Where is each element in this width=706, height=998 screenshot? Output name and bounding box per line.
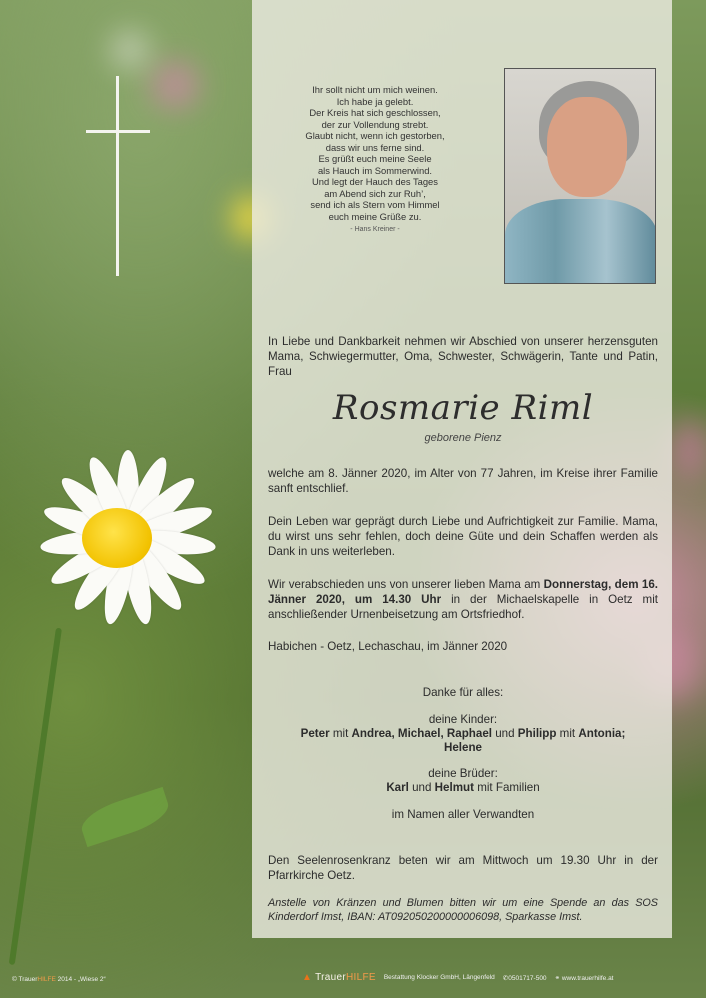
poem-line: euch meine Grüße zu. xyxy=(328,210,422,222)
life-text: Dein Leben war geprägt durch Liebe und Aufrichtigkeit zur Familie. Mama, du wirst uns sehr fehlen, doch deine Güte und dein Schaffen werden als Dank in uns weiterleben. xyxy=(268,515,658,558)
footer-copyright: © TrauerHILFE 2014 - „Wiese 2“ xyxy=(12,976,106,983)
poem-line: Der Kreis hat sich geschlossen, xyxy=(309,107,441,118)
poem-line: Ich habe ja gelebt. xyxy=(336,95,414,107)
birth-name: geborene Pienz xyxy=(424,432,502,444)
thanks-text: Danke für alles: xyxy=(422,686,504,699)
siblings-names: Karl und Helmut mit Familien xyxy=(386,781,540,794)
bg-blur-light xyxy=(110,30,150,70)
poem-line: Es grüßt euch meine Seele xyxy=(318,153,432,164)
intro-text: In Liebe und Dankbarkeit nehmen wir Abschied von unserer herzensguten Mama, Schwiegermutter, Oma, Schwester, Schwägerin, Tante und Patin, Frau xyxy=(268,335,658,378)
phone-icon: ✆ xyxy=(502,974,509,982)
poem-author: - Hans Kreiner - xyxy=(350,226,400,233)
flame-icon: ▲ xyxy=(302,972,313,983)
donation-text: Anstelle von Kränzen und Blumen bitten wir um eine Spende an das SOS Kinderdorf Imst, IBAN: AT092050200000006098, Sparkasse Imst. xyxy=(268,897,658,923)
bg-blur-pink xyxy=(150,60,200,110)
company-phone: ✆0501717-500 xyxy=(502,974,547,982)
children-names: Peter mit Andrea, Michael, Raphael und Philipp mit Antonia; xyxy=(300,727,626,740)
cross-icon-vertical xyxy=(116,76,119,276)
poem-line: am Abend sich zur Ruh’, xyxy=(324,187,426,199)
place-date: Habichen - Oetz, Lechaschau, im Jänner 2020 xyxy=(268,640,508,653)
trauerhilfe-logo: ▲ TrauerHILFE xyxy=(302,972,376,983)
daisy-leaf xyxy=(77,787,173,847)
relatives-text: im Namen aller Verwandten xyxy=(391,808,535,821)
poem-line: Und legt der Hauch des Tages xyxy=(312,176,438,187)
daisy-flower-icon xyxy=(22,440,232,640)
footer-company xyxy=(302,972,614,983)
deceased-name: Rosmarie Riml xyxy=(332,388,594,428)
cross-icon-horizontal xyxy=(86,130,150,133)
rosary-text: Den Seelenrosenkranz beten wir am Mittwoch um 19.30 Uhr in der Pfarrkirche Oetz. xyxy=(268,854,658,882)
company-web[interactable]: ⚭ www.trauerhilfe.at xyxy=(554,974,614,982)
web-icon: ⚭ xyxy=(554,974,561,982)
poem-line: Glaubt nicht, wenn ich gestorben, xyxy=(305,130,445,141)
children-names-2: Helene xyxy=(443,741,483,754)
poem-line: Ihr sollt nicht um mich weinen. xyxy=(312,84,438,95)
poem-line: der zur Vollendung strebt. xyxy=(321,118,429,130)
farewell-date: Donnerstag, dem 16. Jänner 2020, um 14.30 Uhr xyxy=(268,578,658,606)
children-label: deine Kinder: xyxy=(428,713,498,726)
poem xyxy=(270,84,480,236)
portrait-photo xyxy=(504,68,656,284)
farewell-text: Wir verabschieden uns von unserer lieben Mama am Donnerstag, dem 16. Jänner 2020, um 14.30 Uhr in der Michaelskapelle in Oetz mit anschließender Urnenbeisetzung am Ortsfriedhof. xyxy=(268,578,658,621)
daisy-stem xyxy=(9,628,62,966)
death-text: welche am 8. Jänner 2020, im Alter von 77 Jahren, im Kreise ihrer Familie sanft entschlief. xyxy=(268,467,658,495)
company-name: Bestattung Klocker GmbH, Längenfeld xyxy=(383,974,495,981)
poem-line: dass wir uns ferne sind. xyxy=(325,141,425,153)
poem-line: als Hauch im Sommerwind. xyxy=(317,164,433,176)
siblings-label: deine Brüder: xyxy=(428,767,498,780)
poem-line: send ich als Stern vom Himmel xyxy=(310,199,440,210)
bg-blur-pink-right xyxy=(670,420,706,480)
